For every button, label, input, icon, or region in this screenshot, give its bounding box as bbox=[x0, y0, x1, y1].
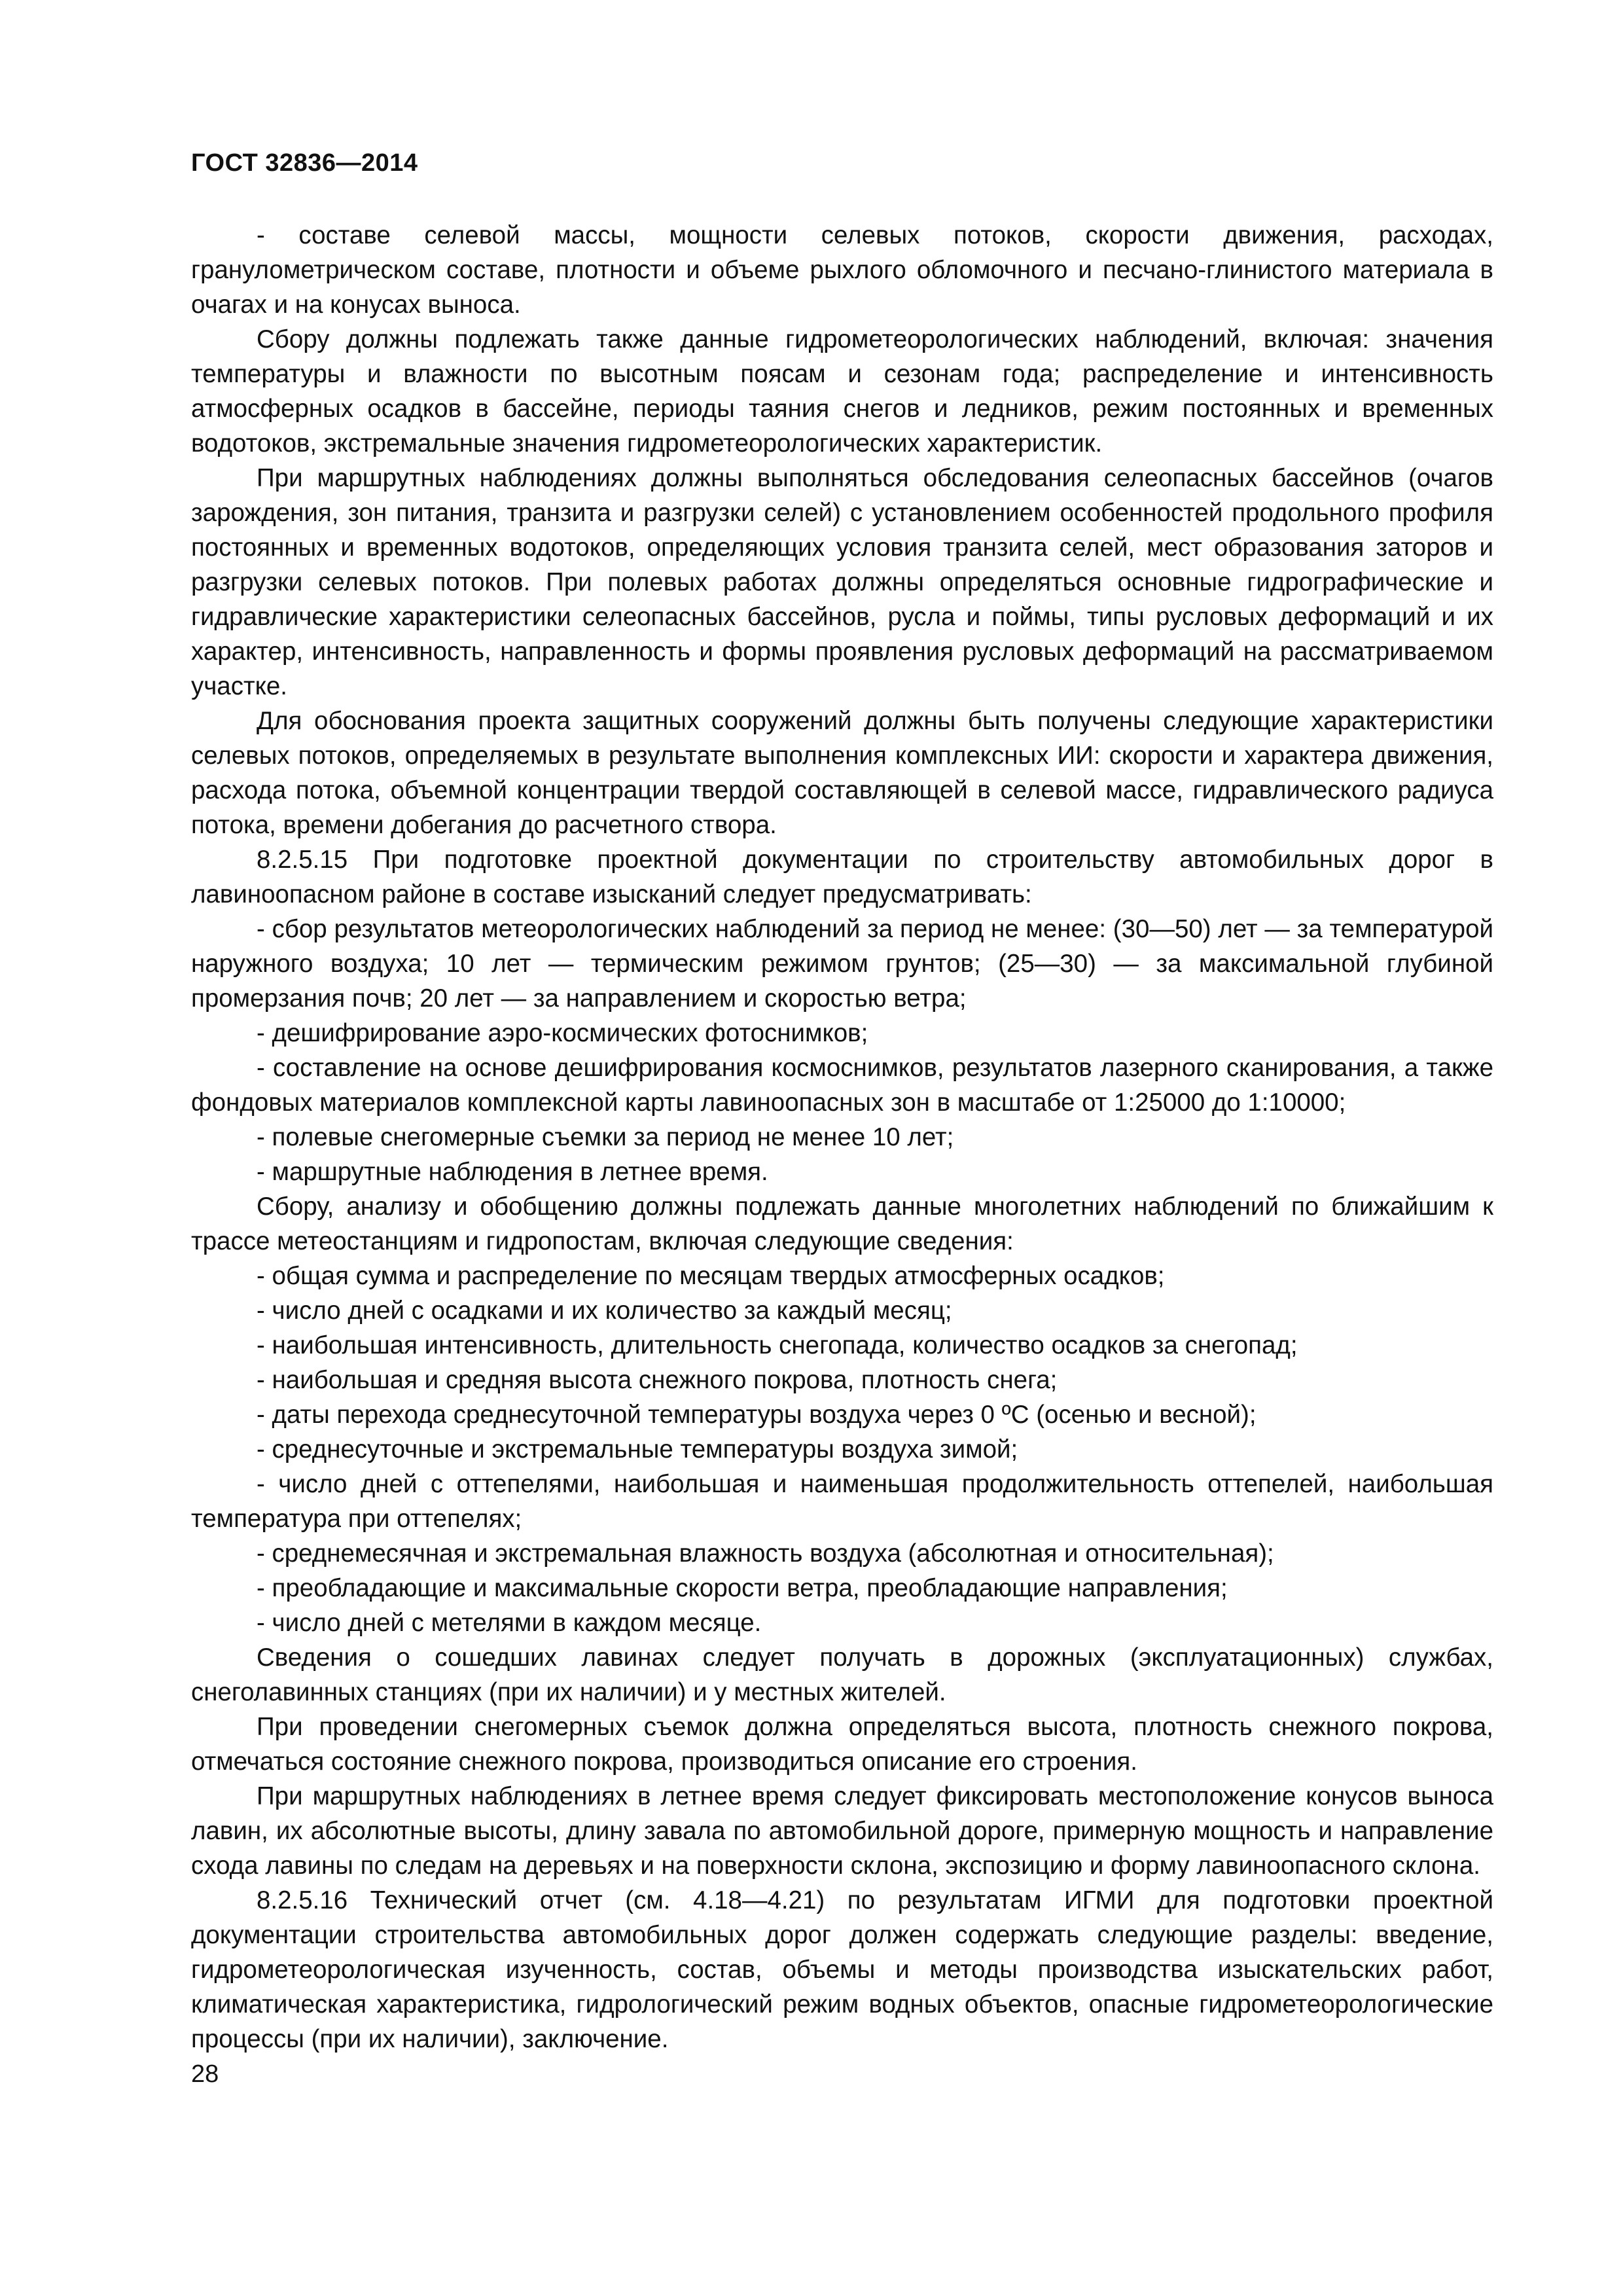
paragraph: Для обоснования проекта защитных сооружений должны быть получены следующие характеристики селевых потоков, определяемых в результате выполнения комплексных ИИ: скорости и характера движения, расхода потока, объемной концентрации твердой составляющей в селевой массе, гидравлического радиуса потока, времени добегания до расчетного створа. bbox=[191, 707, 1493, 839]
paragraph: Сведения о сошедших лавинах следует получать в дорожных (эксплуатационных) службах, снеголавинных станциях (при их наличии) и у местных жителей. bbox=[191, 1643, 1493, 1706]
list-item: - среднесуточные и экстремальные температуры воздуха зимой; bbox=[257, 1435, 1018, 1463]
list-item: - даты перехода среднесуточной температуры воздуха через 0 ºС (осенью и весной); bbox=[257, 1401, 1257, 1429]
paragraph: 8.2.5.16 Технический отчет (см. 4.18—4.21) по результатам ИГМИ для подготовки проектной документации строительства автомобильных дорог должен содержать следующие разделы: введение, гидрометеорологическая изученность, состав, объемы и методы производства изыскательских работ, климатическая характеристика, гидрологический режим водных объектов, опасные гидрометеорологические процессы (при их наличии), заключение. bbox=[191, 1886, 1493, 2053]
list-item: - сбор результатов метеорологических наблюдений за период не менее: (30—50) лет — за температурой наружного воздуха; 10 лет — термическим режимом грунтов; (25—30) — за максимальной глубиной промерзания почв; 20 лет — за направлением и скоростью ветра; bbox=[191, 915, 1493, 1013]
document-header: ГОСТ 32836—2014 bbox=[191, 149, 418, 177]
paragraph: При маршрутных наблюдениях должны выполняться обследования селеопасных бассейнов (очагов зарождения, зон питания, транзита и разгрузки селей) с установлением особенностей продольного профиля постоянных и временных водотоков, определяющих условия транзита селей, мест образования заторов и разгрузки селевых потоков. При полевых работах должны определяться основные гидрографические и гидравлические характеристики селеопасных бассейнов, русла и поймы, типы русловых деформаций и их характер, интенсивность, направленность и формы проявления русловых деформаций на рассматриваемом участке. bbox=[191, 464, 1493, 700]
list-item: - число дней с метелями в каждом месяце. bbox=[257, 1609, 762, 1637]
list-item: - полевые снегомерные съемки за период не менее 10 лет; bbox=[257, 1123, 954, 1151]
list-item: - дешифрирование аэро-космических фотоснимков; bbox=[257, 1019, 868, 1047]
list-item: - составление на основе дешифрирования космоснимков, результатов лазерного сканирования, а также фондовых материалов комплексной карты лавиноопасных зон в масштабе от 1:25000 до 1:10000; bbox=[191, 1054, 1493, 1117]
document-body bbox=[191, 218, 1493, 2056]
page-number: 28 bbox=[191, 2060, 219, 2088]
paragraph: - составе селевой массы, мощности селевых потоков, скорости движения, расходах, гранулометрическом составе, плотности и объеме рыхлого обломочного и песчано-глинистого материала в очагах и на конусах выноса. bbox=[191, 221, 1493, 319]
paragraph: 8.2.5.15 При подготовке проектной документации по строительству автомобильных дорог в лавиноопасном районе в составе изысканий следует предусматривать: bbox=[191, 846, 1493, 908]
list-item: - общая сумма и распределение по месяцам твердых атмосферных осадков; bbox=[257, 1262, 1165, 1290]
list-item: - преобладающие и максимальные скорости ветра, преобладающие направления; bbox=[257, 1574, 1228, 1602]
list-item: - число дней с осадками и их количество за каждый месяц; bbox=[257, 1297, 952, 1325]
list-item: - наибольшая и средняя высота снежного покрова, плотность снега; bbox=[257, 1366, 1058, 1394]
paragraph: Сбору, анализу и обобщению должны подлежать данные многолетних наблюдений по ближайшим к трассе метеостанциям и гидропостам, включая следующие сведения: bbox=[191, 1193, 1493, 1255]
list-item: - маршрутные наблюдения в летнее время. bbox=[257, 1158, 768, 1186]
list-item: - число дней с оттепелями, наибольшая и наименьшая продолжительность оттепелей, наибольшая температура при оттепелях; bbox=[191, 1470, 1493, 1533]
paragraph: При маршрутных наблюдениях в летнее время следует фиксировать местоположение конусов выноса лавин, их абсолютные высоты, длину завала по автомобильной дороге, примерную мощность и направление схода лавины по следам на деревьях и на поверхности склона, экспозицию и форму лавиноопасного склона. bbox=[191, 1782, 1493, 1880]
paragraph: При проведении снегомерных съемок должна определяться высота, плотность снежного покрова, отмечаться состояние снежного покрова, производиться описание его строения. bbox=[191, 1713, 1493, 1776]
list-item: - наибольшая интенсивность, длительность снегопада, количество осадков за снегопад; bbox=[257, 1331, 1298, 1359]
paragraph: Сбору должны подлежать также данные гидрометеорологических наблюдений, включая: значения температуры и влажности по высотным поясам и сезонам года; распределение и интенсивность атмосферных осадков в бассейне, периоды таяния снегов и ледников, режим постоянных и временных водотоков, экстремальные значения гидрометеорологических характеристик. bbox=[191, 325, 1493, 457]
list-item: - среднемесячная и экстремальная влажность воздуха (абсолютная и относительная); bbox=[257, 1539, 1274, 1568]
